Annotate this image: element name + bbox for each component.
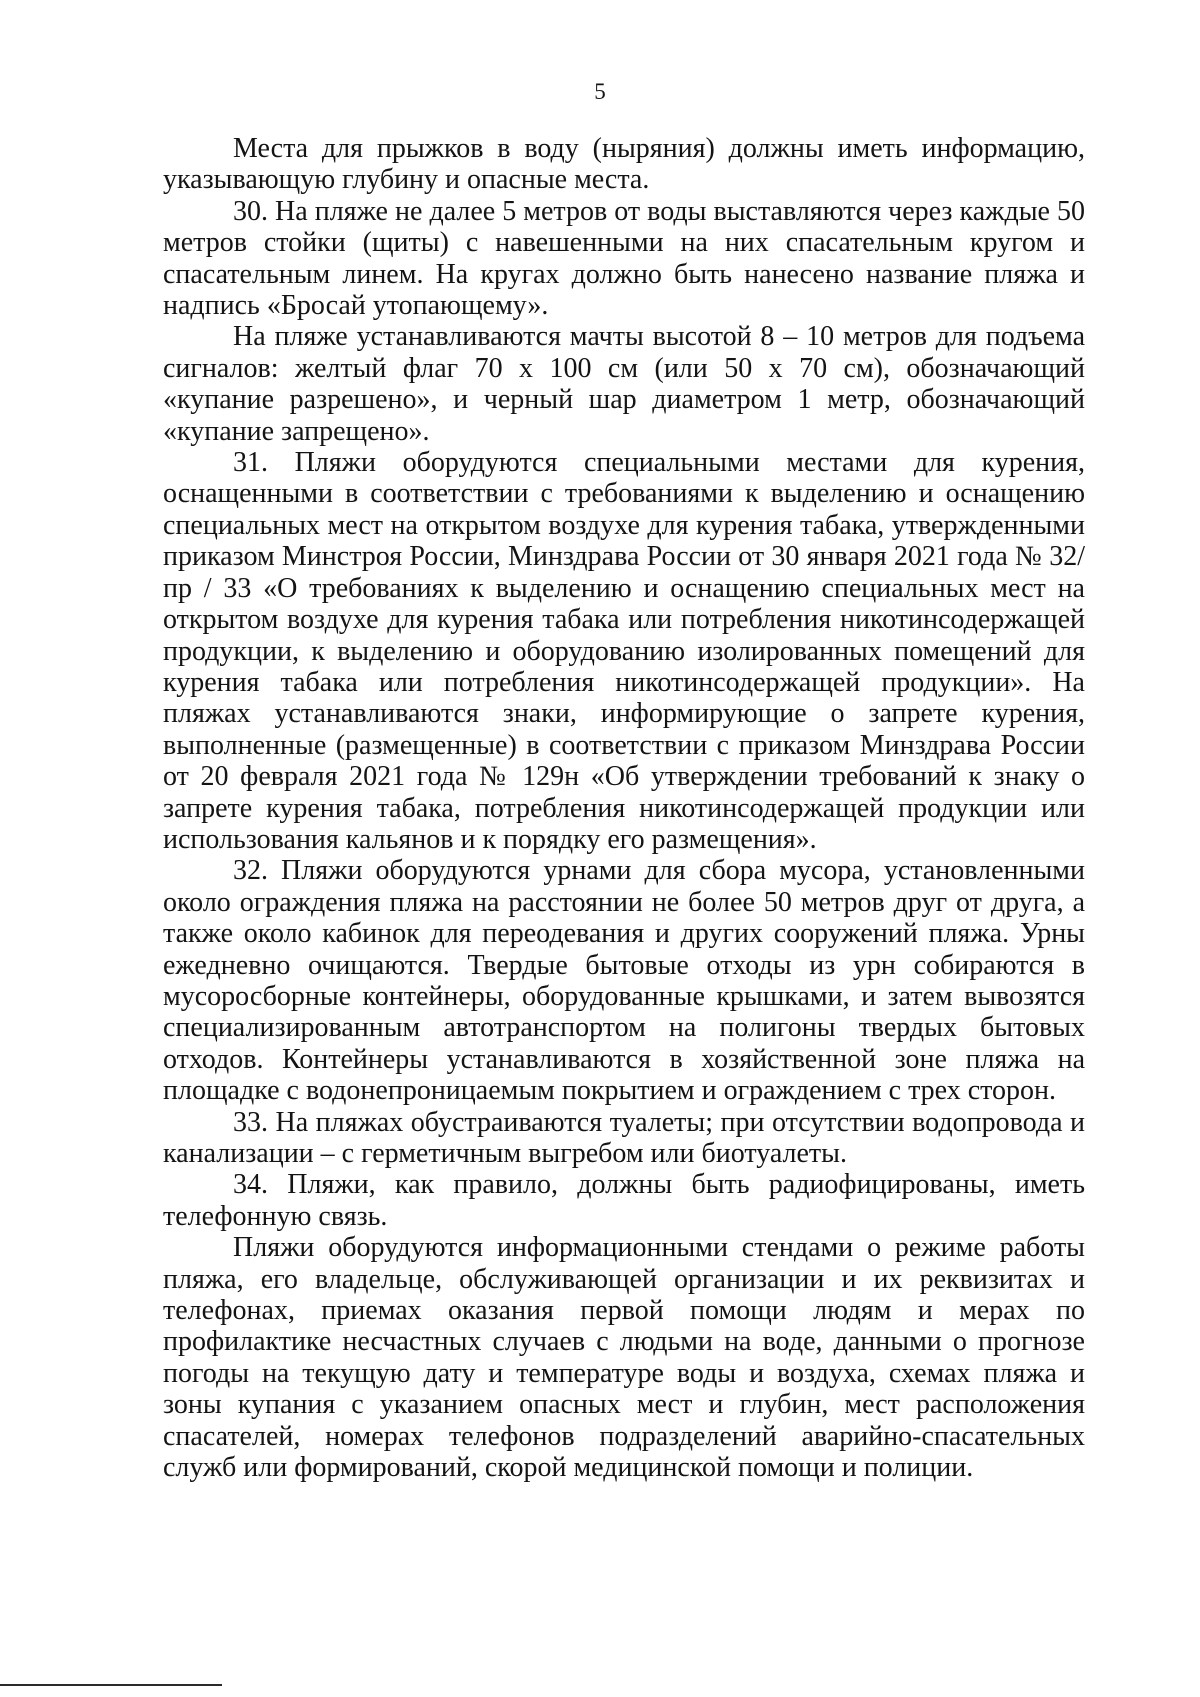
document-body (163, 133, 1085, 1483)
footer-rule (0, 1684, 222, 1686)
paragraph-item-33: 33. На пляжах обустраиваются туалеты; при отсутствии водопровода и канализации – с герметичным выгребом или биотуалеты. (163, 1106, 1085, 1169)
paragraph-diving-places: Места для прыжков в воду (ныряния) должны иметь информацию, указывающую глубину и опасные места. (163, 133, 1085, 196)
paragraph-item-31: 31. Пляжи оборудуются специальными местами для курения, оснащенными в соответствии с требованиями к выделению и оснащению специальных мест на открытом воздухе для курения табака, утвержденными приказом Минстроя России, Минздрава России от 30 января 2021 года № 32/пр / 33 «О требованиях к выделению и оснащению специальных мест на открытом воздухе для курения табака или потребления никотинсодержащей продукции, к выделению и оборудованию изолированных помещений для курения табака или потребления никотинсодержащей продукции». На пляжах устанавливаются знаки, информирующие о запрете курения, выполненные (размещенные) в соответствии с приказом Минздрава России от 20 февраля 2021 года № 129н «Об утверждении требований к знаку о запрете курения табака, потребления никотинсодержащей продукции или использования кальянов и к порядку его размещения». (163, 447, 1085, 855)
paragraph-item-34: 34. Пляжи, как правило, должны быть радиофицированы, иметь телефонную связь. (163, 1169, 1085, 1232)
paragraph-signal-masts: На пляже устанавливаются мачты высотой 8 – 10 метров для подъема сигналов: желтый флаг 70 х 100 см (или 50 х 70 см), обозначающий «купание разрешено», и черный шар диаметром 1 метр, обозначающий «купание запрещено». (163, 321, 1085, 447)
paragraph-info-stands: Пляжи оборудуются информационными стендами о режиме работы пляжа, его владельце, обслуживающей организации и их реквизитах и телефонах, приемах оказания первой помощи людям и мерах по профилактике несчастных случаев с людьми на воде, данными о прогнозе погоды на текущую дату и температуре воды и воздуха, схемах пляжа и зоны купания с указанием опасных мест и глубин, мест расположения спасателей, номерах телефонов подразделений аварийно-спасательных служб или формирований, скорой медицинской помощи и полиции. (163, 1232, 1085, 1484)
paragraph-item-32: 32. Пляжи оборудуются урнами для сбора мусора, установленными около ограждения пляжа на расстоянии не более 50 метров друг от друга, а также около кабинок для переодевания и других сооружений пляжа. Урны ежедневно очищаются. Твердые бытовые отходы из урн собираются в мусоросборные контейнеры, оборудованные крышками, и затем вывозятся специализированным автотранспортом на полигоны твердых бытовых отходов. Контейнеры устанавливаются в хозяйственной зоне пляжа на площадке с водонепроницаемым покрытием и ограждением с трех сторон. (163, 855, 1085, 1107)
page-number: 5 (594, 79, 606, 104)
paragraph-item-30: 30. На пляже не далее 5 метров от воды выставляются через каждые 50 метров стойки (щиты) с навешенными на них спасательным кругом и спасательным линем. На кругах должно быть нанесено название пляжа и надпись «Бросай утопающему». (163, 195, 1085, 322)
